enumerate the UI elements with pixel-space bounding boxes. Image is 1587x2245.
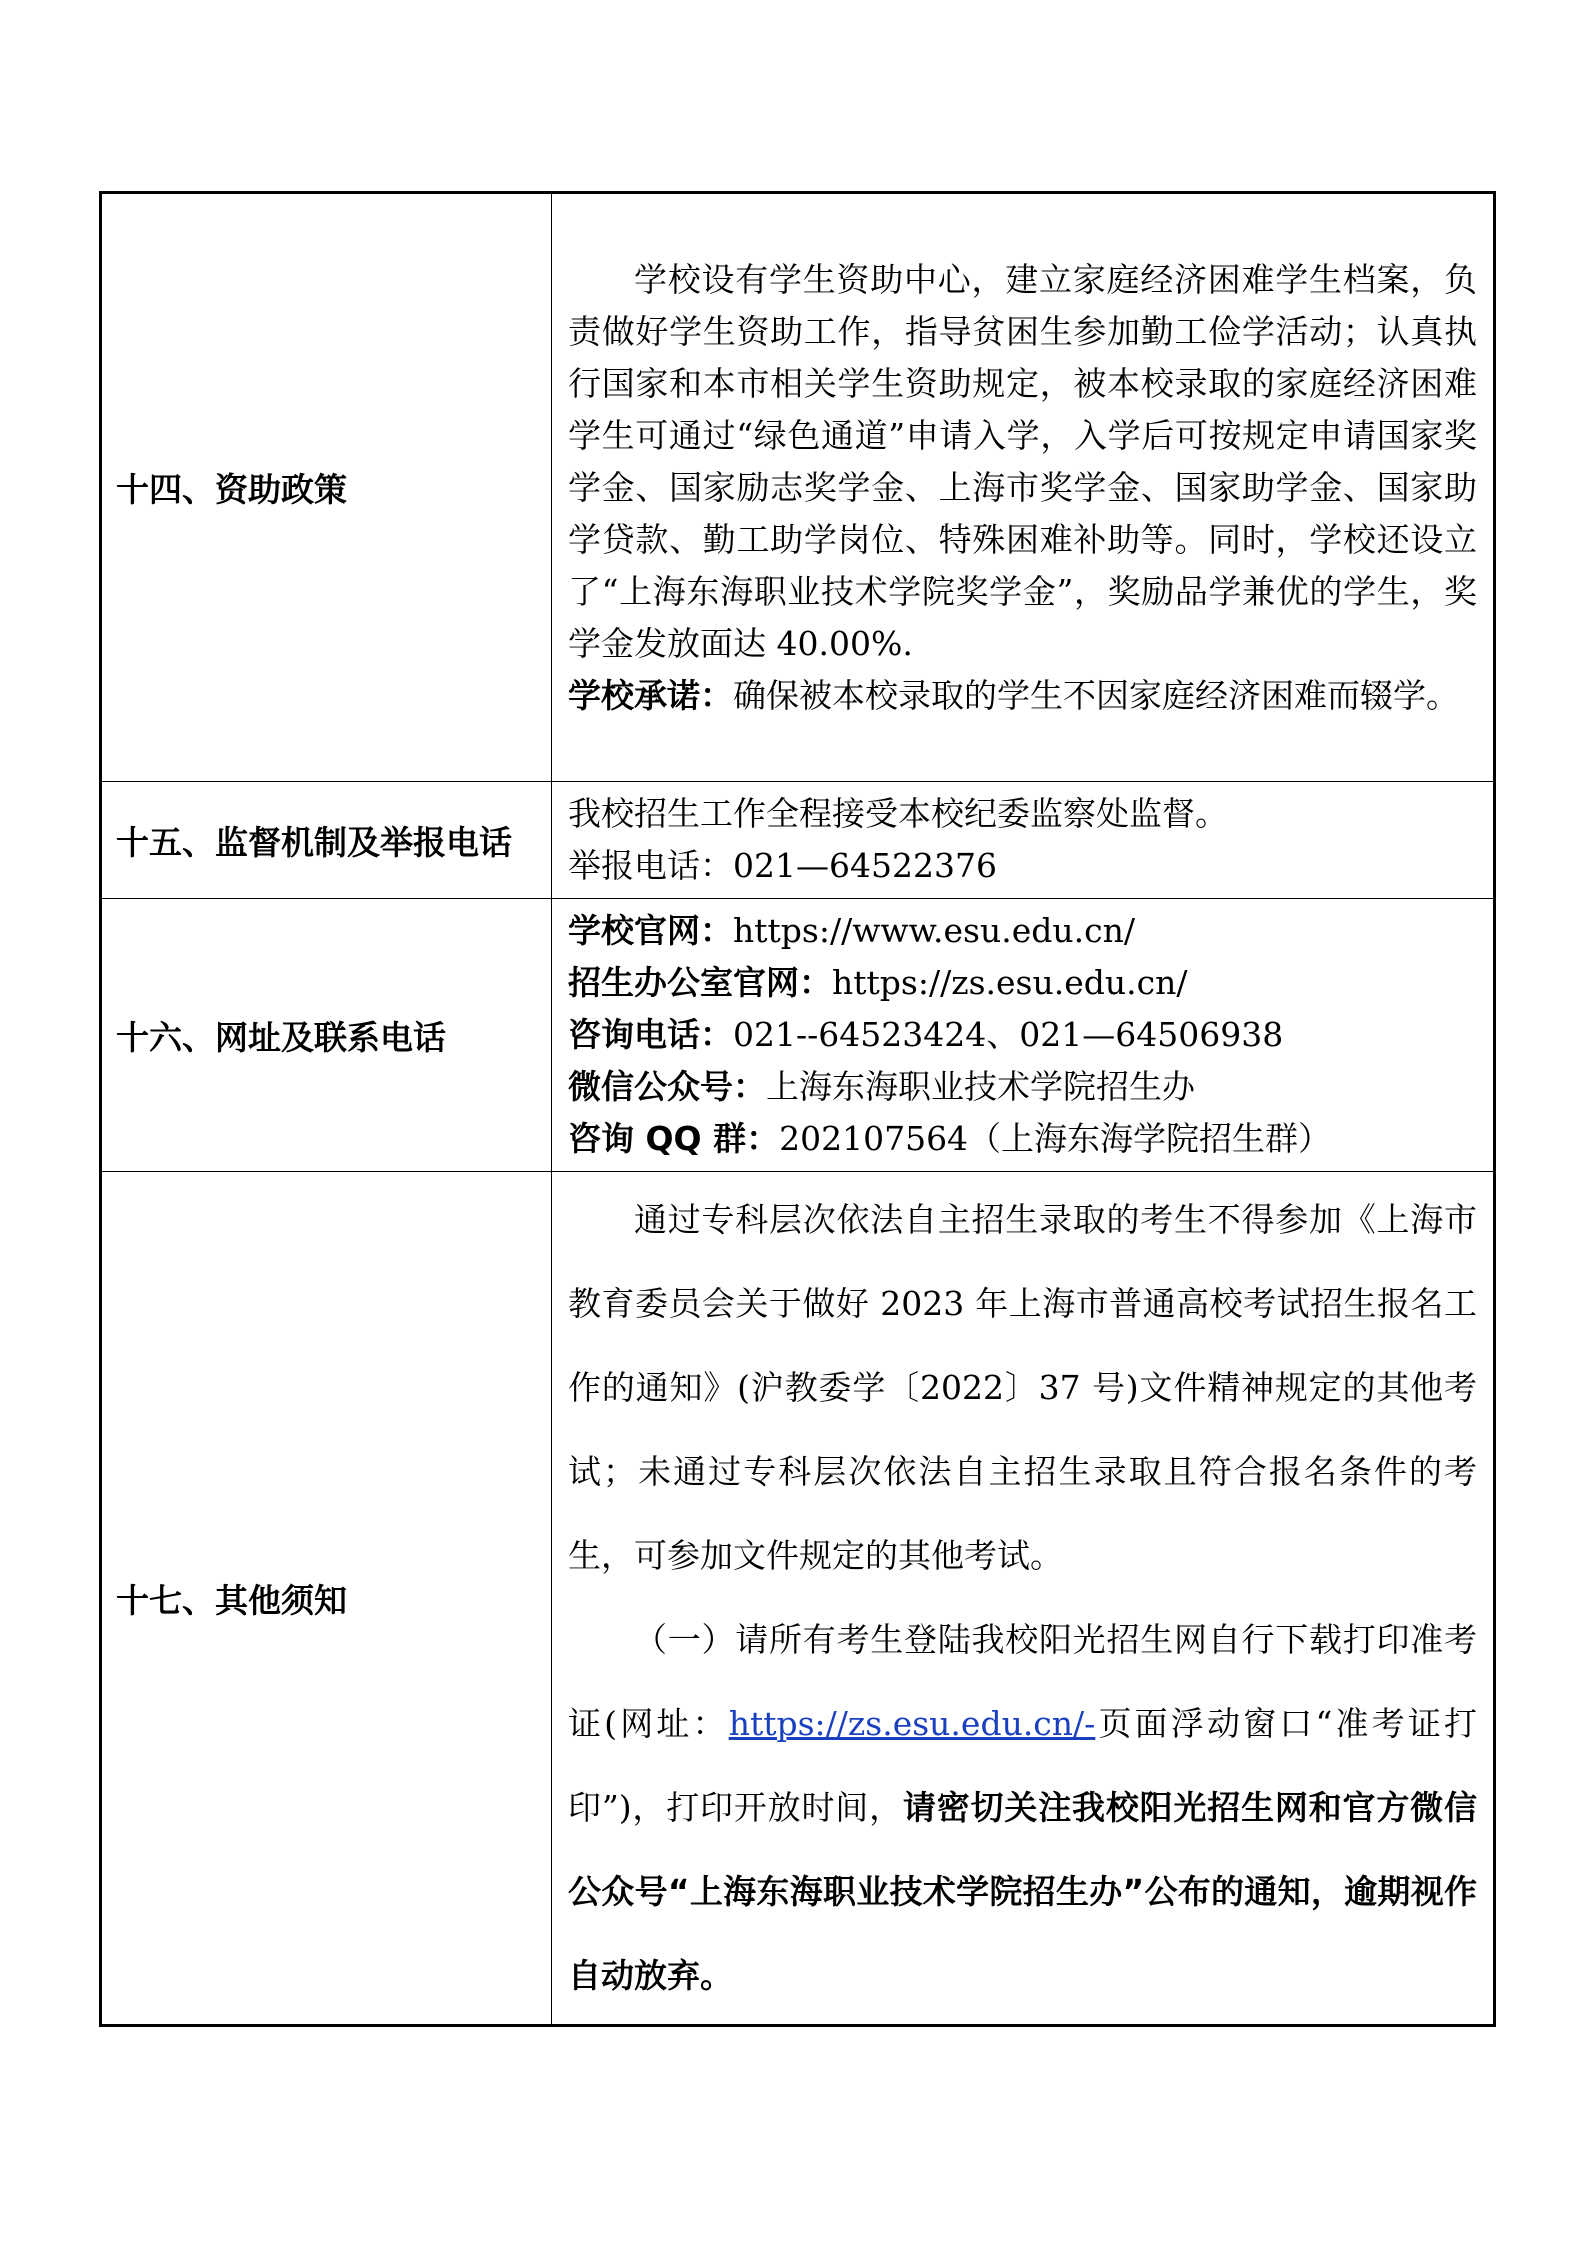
text-run: 页面浮动窗口“准考证打印”)，打印开放时间，	[568, 1704, 1477, 1827]
contact-value: 021--64523424、021—64506938	[733, 1015, 1284, 1054]
contact-value: 上海东海职业技术学院招生办	[766, 1067, 1195, 1106]
row-label: 十四、资助政策	[101, 193, 552, 782]
promise-text: 确保被本校录取的学生不因家庭经济困难而辍学。	[733, 675, 1459, 715]
contact-value: https://www.esu.edu.cn/	[733, 911, 1135, 950]
row-content	[552, 1172, 1495, 2026]
contact-item	[568, 905, 1477, 957]
contact-key: 咨询电话：	[568, 1015, 733, 1054]
paragraph: 学校设有学生资助中心，建立家庭经济困难学生档案，负责做好学生资助工作，指导贫困生参加勤工俭学活动；认真执行国家和本市相关学生资助规定，被本校录取的家庭经济困难学生可通过“绿色通道”申请入学，入学后可按规定申请国家奖学金、国家励志奖学金、上海市奖学金、国家助学金、国家助学贷款、勤工助学岗位、特殊困难补助等。同时，学校还设立了“上海东海职业技术学院奖学金”，奖励品学兼优的学生，奖学金发放面达 40.00%.	[568, 259, 1477, 663]
promise-label: 学校承诺：	[568, 675, 733, 715]
row-label: 十五、监督机制及举报电话	[101, 782, 552, 899]
paragraph: 通过专科层次依法自主招生录取的考生不得参加《上海市教育委员会关于做好 2023 年上海市普通高校考试招生报名工作的通知》(沪教委学〔2022〕37 号)文件精神规定的其他考试；未通过专科层次依法自主招生录取且符合报名条件的考生，可参加文件规定的其他考试。	[568, 1200, 1477, 1575]
paragraph	[568, 1598, 1477, 2018]
bold-notice: 请密切关注我校阳光招生网和官方微信公众号“上海东海职业技术学院招生办”公布的通知，逾期视作自动放弃。	[568, 1788, 1477, 1995]
contact-key: 微信公众号：	[568, 1067, 766, 1106]
row-label: 十六、网址及联系电话	[101, 899, 552, 1172]
row-supervision	[101, 782, 1495, 899]
admission-ticket-link[interactable]: https://zs.esu.edu.cn/-	[728, 1704, 1096, 1743]
row-content	[552, 782, 1495, 899]
row-other-notes	[101, 1172, 1495, 2026]
row-contact	[101, 899, 1495, 1172]
contact-value: 202107564（上海东海学院招生群）	[779, 1119, 1332, 1158]
contact-item	[568, 957, 1477, 1009]
row-content	[552, 899, 1495, 1172]
contact-item	[568, 1113, 1477, 1165]
contact-key: 招生办公室官网：	[568, 963, 832, 1002]
text-run: （一）请所有考生登陆我校阳光招生网自行下载打印准考证(网址：	[568, 1620, 1477, 1743]
contact-key: 咨询 QQ 群：	[568, 1119, 780, 1158]
row-content	[552, 193, 1495, 782]
paragraph: 举报电话：021—64522376	[568, 846, 997, 885]
contact-item	[568, 1009, 1477, 1061]
paragraph	[568, 670, 1477, 722]
contact-value: https://zs.esu.edu.cn/	[832, 963, 1188, 1002]
contact-item	[568, 1061, 1477, 1113]
row-financial-aid	[101, 193, 1495, 782]
info-table	[99, 191, 1496, 2027]
contact-key: 学校官网：	[568, 911, 733, 950]
paragraph: 我校招生工作全程接受本校纪委监察处监督。	[568, 794, 1228, 833]
row-label: 十七、其他须知	[101, 1172, 552, 2026]
